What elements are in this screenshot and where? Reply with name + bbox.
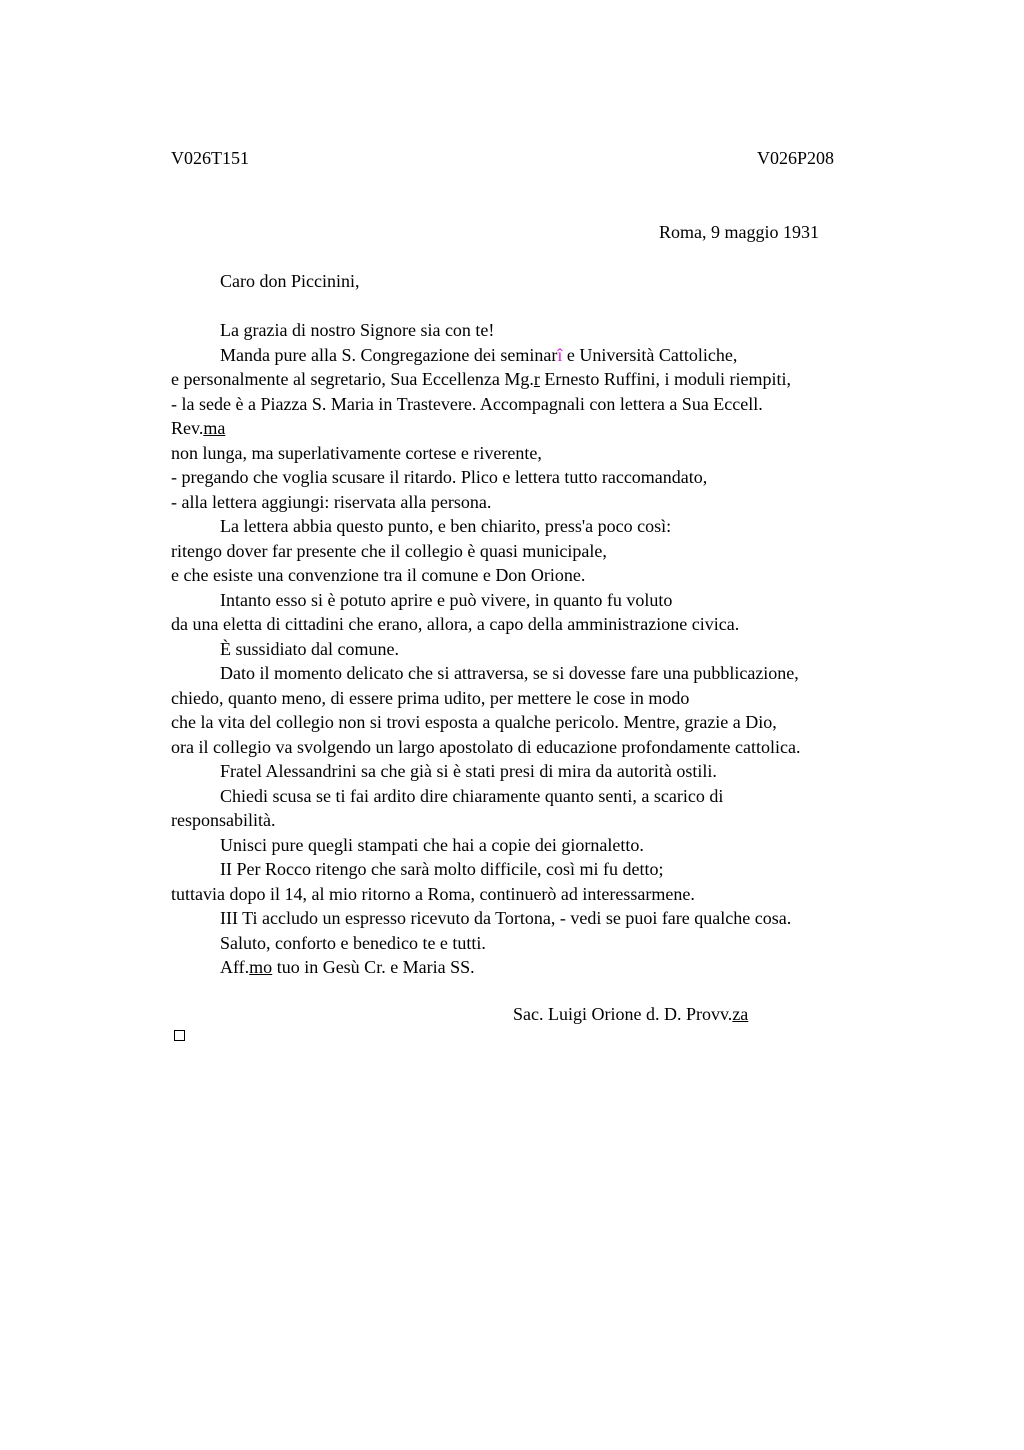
text-run: Manda pure alla S. Congregazione dei seminar [220, 344, 558, 365]
closing-line [171, 955, 911, 980]
body-line: La lettera abbia questo punto, e ben chiarito, press'a poco così: [220, 516, 672, 536]
body-line: È sussidiato dal comune. [220, 638, 399, 659]
text-run: Ernesto Ruffini, i moduli riempiti, [539, 369, 791, 389]
body-line: ora il collegio va svolgendo un largo apostolato di educazione profondamente cattolica. [171, 736, 801, 757]
highlighted-mark: î [557, 344, 563, 365]
signature-name: Sac. Luigi Orione d. D. Provv. [513, 1004, 733, 1024]
text-run: tuo in Gesù Cr. e Maria SS. [272, 957, 475, 977]
body-line: Saluto, conforto e benedico te e tutti. [220, 932, 486, 953]
letter-body [171, 318, 911, 980]
superscript-abbrev: mo [249, 957, 273, 977]
body-line: ritengo dover far presente che il collegio è quasi municipale, [171, 540, 607, 561]
superscript-abbrev: r [533, 369, 540, 389]
text-run: e personalmente al segretario, Sua Eccellenza Mg. [171, 369, 534, 389]
body-line: che la vita del collegio non si trovi esposta a qualche pericolo. Mentre, grazie a Dio, [171, 712, 777, 732]
text-run: Rev. [171, 418, 204, 438]
signature [513, 1003, 748, 1025]
letter-date: Roma, 9 maggio 1931 [659, 222, 819, 242]
archive-reference-right: V026P208 [757, 148, 835, 168]
superscript-abbrev: ma [203, 418, 226, 438]
body-line: e che esiste una convenzione tra il comune e Don Orione. [171, 565, 586, 585]
body-line: Unisci pure quegli stampati che hai a copie dei giornaletto. [220, 834, 644, 855]
text-run: Aff. [220, 957, 250, 977]
body-line: chiedo, quanto meno, di essere prima udito, per mettere le cose in modo [171, 687, 690, 708]
letter-salutation: Caro don Piccinini, [220, 271, 360, 291]
body-line [171, 416, 911, 441]
body-line: Chiedi scusa se ti fai ardito dire chiaramente quanto senti, a scarico di [220, 785, 724, 806]
body-line [171, 343, 911, 368]
body-line: - pregando che voglia scusare il ritardo. Plico e lettera tutto raccomandato, [171, 467, 708, 487]
body-line: - la sede è a Piazza S. Maria in Trastevere. Accompagnali con lettera a Sua Eccell. [171, 393, 763, 414]
body-line: responsabilità. [171, 810, 276, 830]
text-run: e Università Cattoliche, [562, 344, 738, 365]
body-line: III Ti accludo un espresso ricevuto da Tortona, - vedi se puoi fare qualche cosa. [220, 908, 792, 928]
body-line: Intanto esso si è potuto aprire e può vivere, in quanto fu voluto [220, 589, 673, 610]
square-outline-icon [174, 1030, 185, 1041]
body-line: da una eletta di cittadini che erano, allora, a capo della amministrazione civica. [171, 614, 740, 634]
body-line: Fratel Alessandrini sa che già si è stati presi di mira da autorità ostili. [220, 761, 717, 781]
body-line: non lunga, ma superlativamente cortese e riverente, [171, 442, 542, 463]
body-line: II Per Rocco ritengo che sarà molto difficile, così mi fu detto; [220, 859, 664, 879]
body-line: - alla lettera aggiungi: riservata alla persona. [171, 491, 492, 512]
archive-reference-left: V026T151 [171, 148, 249, 168]
superscript-abbrev: za [732, 1004, 749, 1024]
body-line: tuttavia dopo il 14, al mio ritorno a Roma, continuerò ad interessarmene. [171, 883, 695, 904]
body-line: Dato il momento delicato che si attraversa, se si dovesse fare una pubblicazione, [220, 663, 799, 683]
body-line [171, 367, 911, 392]
body-line: La grazia di nostro Signore sia con te! [220, 320, 495, 340]
